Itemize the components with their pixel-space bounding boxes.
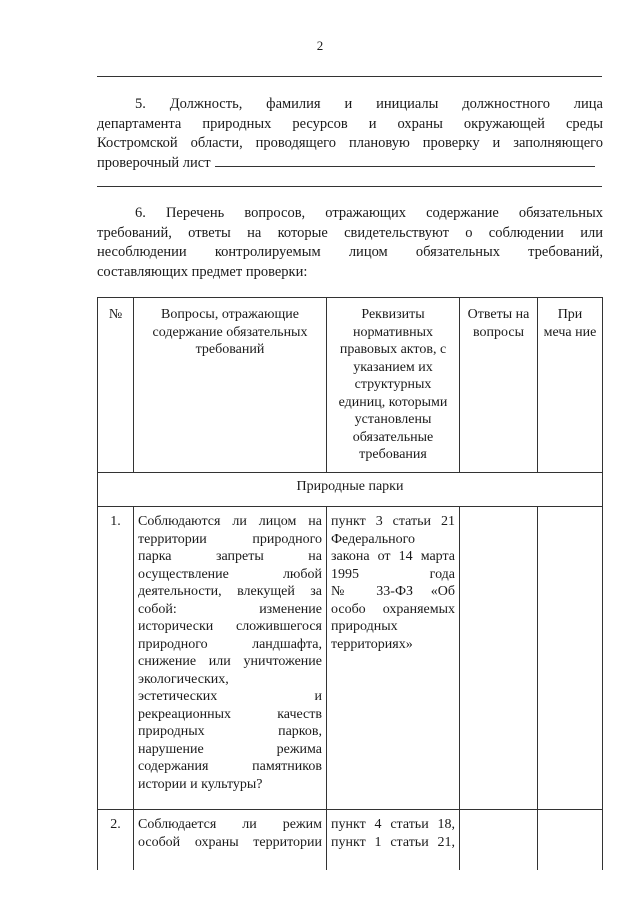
header-questions: Вопросы, отражающие содержание обязательных требований <box>134 298 327 473</box>
requisite-line: Федерального <box>331 531 416 547</box>
question-line: парка запреты на <box>138 549 322 564</box>
requisite-line: 1995 года <box>331 566 455 582</box>
question-line: рекреационных качеств <box>138 706 322 722</box>
header-notes: При меча ние <box>538 298 603 473</box>
question-line: осуществление любой <box>138 566 322 582</box>
question-line: Соблюдается ли режим <box>138 817 322 832</box>
requisite-line: пункт 3 статьи 21 <box>331 514 455 529</box>
item-5-line: 5. Должность, фамилия и инициалы должностного лица <box>135 96 603 112</box>
question-line: эстетических и <box>138 689 322 704</box>
question-line: экологических, <box>138 671 229 687</box>
row-requisites <box>327 810 460 871</box>
row-answer[interactable] <box>460 507 538 810</box>
item-5-last-line <box>97 154 603 174</box>
item-6-line: несоблюдении контролируемым лицом обязательных требований, <box>97 244 603 260</box>
header-answers: Ответы на вопросы <box>460 298 538 473</box>
section-row <box>98 473 603 507</box>
question-line: нарушение режима <box>138 741 322 757</box>
checklist-table <box>97 297 603 870</box>
fill-line-bottom <box>97 186 602 187</box>
requisite-line: пункт 4 статьи 18, <box>331 817 455 832</box>
item-5-line: Костромской области, проводящего плановую проверку и заполняющего <box>97 135 603 151</box>
question-line: собой: изменение <box>138 601 322 617</box>
header-num: № <box>98 298 134 473</box>
item-5-paragraph <box>97 95 603 173</box>
question-line: исторически сложившегося <box>138 619 322 634</box>
requisite-line: закона от 14 марта <box>331 549 455 564</box>
table-row <box>98 507 603 810</box>
fill-line-top <box>97 76 602 77</box>
question-line: содержания памятников <box>138 759 322 774</box>
requisite-line: природных <box>331 619 398 634</box>
row-note[interactable] <box>538 507 603 810</box>
page-number: 2 <box>316 38 324 53</box>
row-question <box>134 507 327 810</box>
requisite-line: территориях» <box>331 636 413 652</box>
row-number: 2. <box>98 810 134 871</box>
question-line: особой охраны территории <box>138 834 322 850</box>
header-requisites: Реквизиты нормативных правовых актов, с указанием их структурных единиц, которыми установлены обязательные требования <box>327 298 460 473</box>
question-line: истории и культуры? <box>138 776 263 792</box>
question-line: деятельности, влекущей за <box>138 584 322 599</box>
requisite-line: пункт 1 статьи 21, <box>331 834 455 850</box>
item-6-line: 6. Перечень вопросов, отражающих содержание обязательных <box>135 205 603 221</box>
row-answer[interactable] <box>460 810 538 871</box>
section-title: Природные парки <box>98 473 603 507</box>
inspector-fill-line <box>215 154 595 167</box>
item-5-line: департамента природных ресурсов и охраны окружающей среды <box>97 115 603 132</box>
question-line: снижение или уничтожение <box>138 654 322 669</box>
item-6-line: требований, ответы на которые свидетельствуют о соблюдении или <box>97 224 603 241</box>
item-6-line: составляющих предмет проверки: <box>97 263 308 280</box>
question-line: Соблюдаются ли лицом на <box>138 514 322 529</box>
row-requisites <box>327 507 460 810</box>
question-line: природного ландшафта, <box>138 636 322 652</box>
row-question <box>134 810 327 871</box>
item-6-paragraph <box>97 204 603 282</box>
requisite-line: особо охраняемых <box>331 601 455 617</box>
row-note[interactable] <box>538 810 603 871</box>
question-line: природных парков, <box>138 724 322 739</box>
requisite-line: № 33-ФЗ «Об <box>331 584 455 599</box>
table-header-row <box>98 298 603 473</box>
table-row <box>98 810 603 871</box>
question-line: территории природного <box>138 531 322 547</box>
item-5-label: проверочный лист <box>97 154 211 171</box>
row-number: 1. <box>98 507 134 810</box>
